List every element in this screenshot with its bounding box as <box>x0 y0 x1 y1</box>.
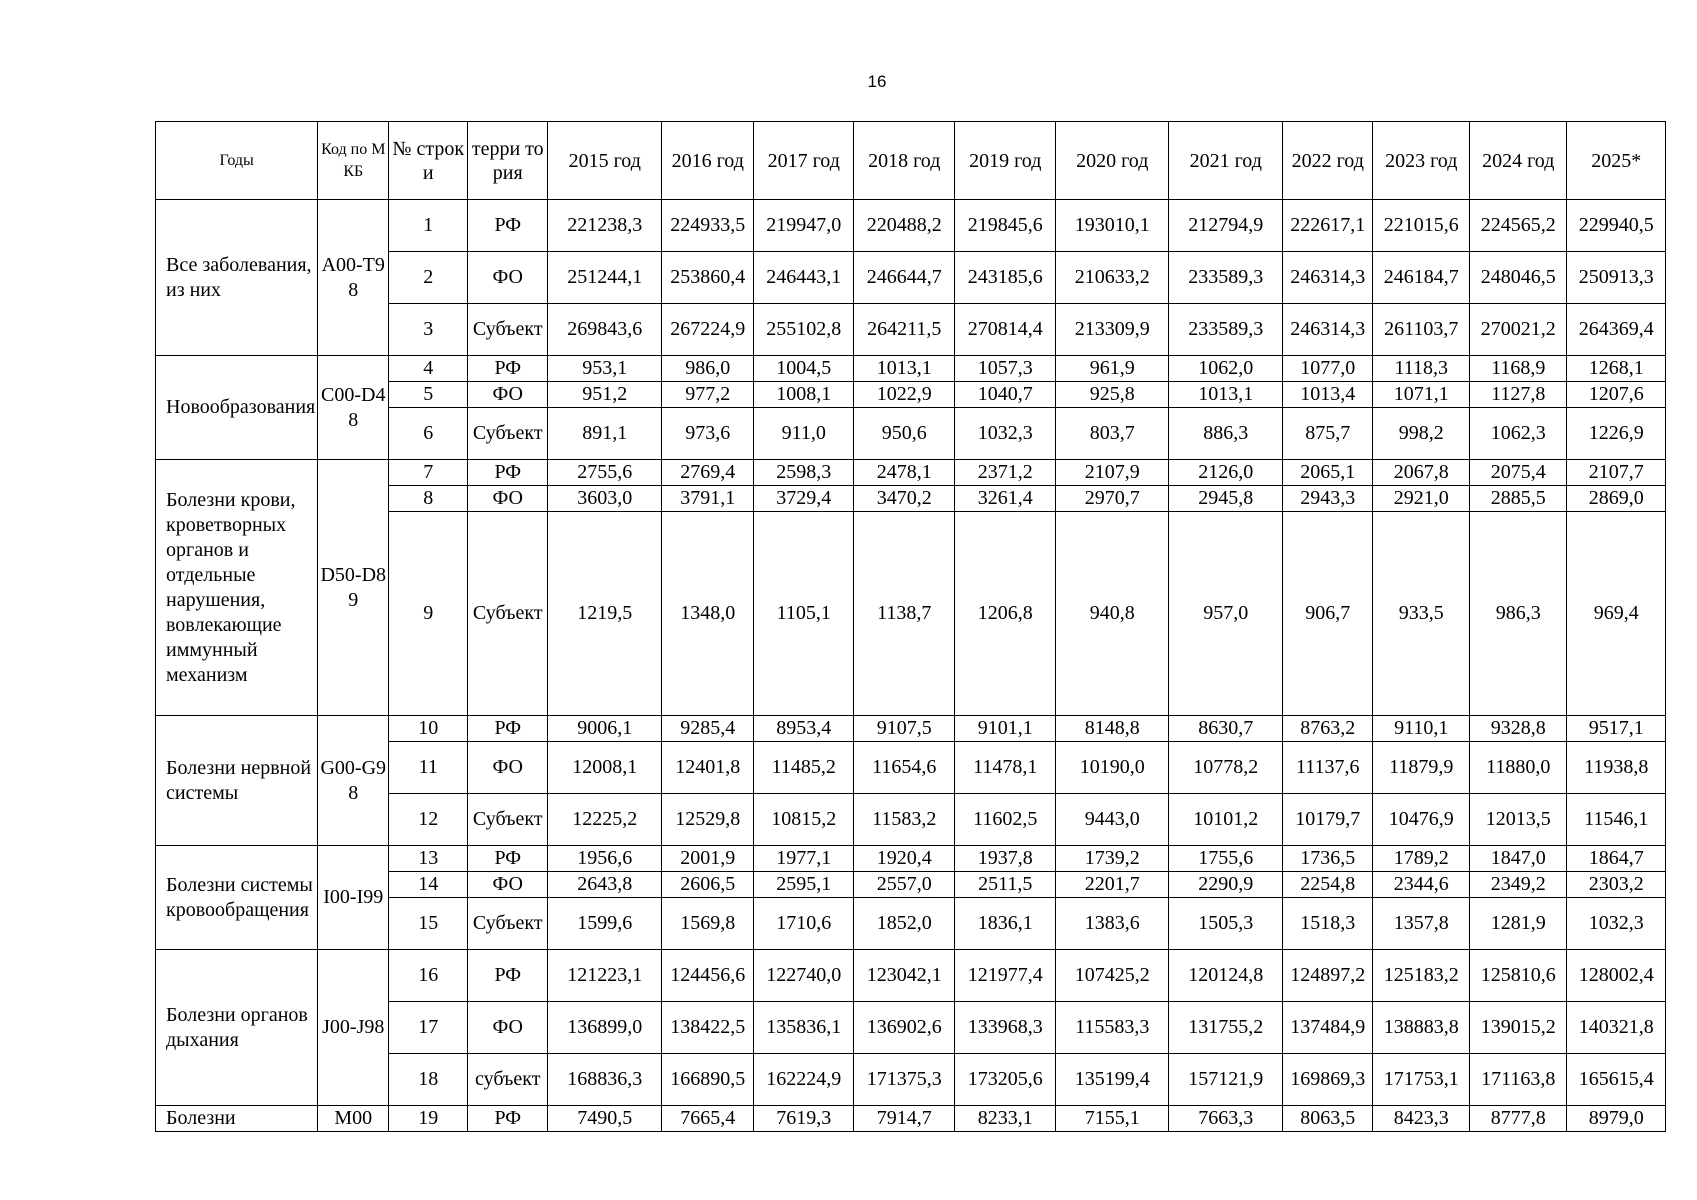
value-cell: 1852,0 <box>854 898 955 950</box>
icd-code: C00-D48 <box>318 356 389 460</box>
value-cell: 171753,1 <box>1373 1054 1470 1106</box>
value-cell: 7490,5 <box>548 1106 662 1132</box>
value-cell: 3729,4 <box>754 486 854 512</box>
value-cell: 115583,3 <box>1056 1002 1169 1054</box>
value-cell: 213309,9 <box>1056 304 1169 356</box>
value-cell: 891,1 <box>548 408 662 460</box>
territory-cell: ФО <box>468 1002 548 1054</box>
value-cell: 169869,3 <box>1283 1054 1373 1106</box>
value-cell: 2201,7 <box>1056 872 1169 898</box>
value-cell: 957,0 <box>1169 512 1283 716</box>
value-cell: 1206,8 <box>955 512 1056 716</box>
row-number: 2 <box>389 252 468 304</box>
value-cell: 2001,9 <box>662 846 754 872</box>
value-cell: 2371,2 <box>955 460 1056 486</box>
value-cell: 1383,6 <box>1056 898 1169 950</box>
territory-cell: РФ <box>468 1106 548 1132</box>
value-cell: 173205,6 <box>955 1054 1056 1106</box>
value-cell: 255102,8 <box>754 304 854 356</box>
value-cell: 911,0 <box>754 408 854 460</box>
header-col-2019: 2019 год <box>955 122 1056 200</box>
value-cell: 1710,6 <box>754 898 854 950</box>
table-row <box>156 356 1666 382</box>
value-cell: 9110,1 <box>1373 716 1470 742</box>
value-cell: 951,2 <box>548 382 662 408</box>
value-cell: 961,9 <box>1056 356 1169 382</box>
row-number: 12 <box>389 794 468 846</box>
disease-group-name: Болезни системы кровообращения <box>156 846 318 950</box>
value-cell: 1505,3 <box>1169 898 1283 950</box>
value-cell: 1864,7 <box>1567 846 1666 872</box>
value-cell: 2126,0 <box>1169 460 1283 486</box>
row-number: 6 <box>389 408 468 460</box>
header-col-2017: 2017 год <box>754 122 854 200</box>
row-number: 9 <box>389 512 468 716</box>
value-cell: 128002,4 <box>1567 950 1666 1002</box>
value-cell: 9443,0 <box>1056 794 1169 846</box>
value-cell: 12401,8 <box>662 742 754 794</box>
value-cell: 9006,1 <box>548 716 662 742</box>
value-cell: 7619,3 <box>754 1106 854 1132</box>
value-cell: 977,2 <box>662 382 754 408</box>
territory-cell: субъект <box>468 1054 548 1106</box>
value-cell: 246314,3 <box>1283 304 1373 356</box>
row-number: 15 <box>389 898 468 950</box>
value-cell: 264211,5 <box>854 304 955 356</box>
value-cell: 11478,1 <box>955 742 1056 794</box>
value-cell: 1077,0 <box>1283 356 1373 382</box>
value-cell: 2885,5 <box>1470 486 1567 512</box>
value-cell: 162224,9 <box>754 1054 854 1106</box>
territory-cell: ФО <box>468 742 548 794</box>
row-number: 10 <box>389 716 468 742</box>
value-cell: 138883,8 <box>1373 1002 1470 1054</box>
value-cell: 248046,5 <box>1470 252 1567 304</box>
value-cell: 253860,4 <box>662 252 754 304</box>
value-cell: 171163,8 <box>1470 1054 1567 1106</box>
value-cell: 120124,8 <box>1169 950 1283 1002</box>
value-cell: 2869,0 <box>1567 486 1666 512</box>
header-territory: терри тория <box>468 122 548 200</box>
value-cell: 243185,6 <box>955 252 1056 304</box>
value-cell: 1008,1 <box>754 382 854 408</box>
morbidity-table <box>155 121 1666 1132</box>
value-cell: 2769,4 <box>662 460 754 486</box>
value-cell: 933,5 <box>1373 512 1470 716</box>
value-cell: 1062,3 <box>1470 408 1567 460</box>
value-cell: 2107,9 <box>1056 460 1169 486</box>
value-cell: 8630,7 <box>1169 716 1283 742</box>
value-cell: 2598,3 <box>754 460 854 486</box>
territory-cell: Субъект <box>468 512 548 716</box>
icd-code: A00-T98 <box>318 200 389 356</box>
value-cell: 11879,9 <box>1373 742 1470 794</box>
icd-code: G00-G98 <box>318 716 389 846</box>
header-col-2024: 2024 год <box>1470 122 1567 200</box>
value-cell: 219947,0 <box>754 200 854 252</box>
territory-cell: РФ <box>468 846 548 872</box>
value-cell: 221015,6 <box>1373 200 1470 252</box>
value-cell: 3261,4 <box>955 486 1056 512</box>
value-cell: 1847,0 <box>1470 846 1567 872</box>
territory-cell: ФО <box>468 872 548 898</box>
value-cell: 1836,1 <box>955 898 1056 950</box>
value-cell: 219845,6 <box>955 200 1056 252</box>
value-cell: 8423,3 <box>1373 1106 1470 1132</box>
header-col-2023: 2023 год <box>1373 122 1470 200</box>
row-number: 17 <box>389 1002 468 1054</box>
value-cell: 9101,1 <box>955 716 1056 742</box>
value-cell: 8763,2 <box>1283 716 1373 742</box>
value-cell: 1032,3 <box>955 408 1056 460</box>
value-cell: 2970,7 <box>1056 486 1169 512</box>
value-cell: 2303,2 <box>1567 872 1666 898</box>
value-cell: 168836,3 <box>548 1054 662 1106</box>
value-cell: 940,8 <box>1056 512 1169 716</box>
value-cell: 1062,0 <box>1169 356 1283 382</box>
territory-cell: РФ <box>468 950 548 1002</box>
value-cell: 2511,5 <box>955 872 1056 898</box>
value-cell: 1755,6 <box>1169 846 1283 872</box>
value-cell: 1040,7 <box>955 382 1056 408</box>
value-cell: 1057,3 <box>955 356 1056 382</box>
value-cell: 125810,6 <box>1470 950 1567 1002</box>
value-cell: 1219,5 <box>548 512 662 716</box>
header-code: Код по МКБ <box>318 122 389 200</box>
value-cell: 125183,2 <box>1373 950 1470 1002</box>
value-cell: 1004,5 <box>754 356 854 382</box>
value-cell: 1357,8 <box>1373 898 1470 950</box>
disease-group-name: Все заболевания, из них <box>156 200 318 356</box>
value-cell: 1138,7 <box>854 512 955 716</box>
value-cell: 1168,9 <box>1470 356 1567 382</box>
value-cell: 1268,1 <box>1567 356 1666 382</box>
value-cell: 886,3 <box>1169 408 1283 460</box>
value-cell: 11602,5 <box>955 794 1056 846</box>
value-cell: 224933,5 <box>662 200 754 252</box>
value-cell: 3603,0 <box>548 486 662 512</box>
territory-cell: Субъект <box>468 304 548 356</box>
value-cell: 1518,3 <box>1283 898 1373 950</box>
value-cell: 261103,7 <box>1373 304 1470 356</box>
table-row <box>156 950 1666 1002</box>
territory-cell: ФО <box>468 382 548 408</box>
value-cell: 8777,8 <box>1470 1106 1567 1132</box>
territory-cell: Субъект <box>468 898 548 950</box>
header-col-2022: 2022 год <box>1283 122 1373 200</box>
table-row <box>156 716 1666 742</box>
value-cell: 2945,8 <box>1169 486 1283 512</box>
value-cell: 210633,2 <box>1056 252 1169 304</box>
value-cell: 250913,3 <box>1567 252 1666 304</box>
value-cell: 107425,2 <box>1056 950 1169 1002</box>
value-cell: 1736,5 <box>1283 846 1373 872</box>
value-cell: 2067,8 <box>1373 460 1470 486</box>
value-cell: 270021,2 <box>1470 304 1567 356</box>
value-cell: 2344,6 <box>1373 872 1470 898</box>
value-cell: 950,6 <box>854 408 955 460</box>
value-cell: 8233,1 <box>955 1106 1056 1132</box>
row-number: 4 <box>389 356 468 382</box>
value-cell: 1789,2 <box>1373 846 1470 872</box>
territory-cell: ФО <box>468 486 548 512</box>
value-cell: 10778,2 <box>1169 742 1283 794</box>
icd-code: D50-D89 <box>318 460 389 716</box>
header-years: Годы <box>156 122 318 200</box>
header-row <box>156 122 1666 200</box>
value-cell: 10815,2 <box>754 794 854 846</box>
value-cell: 1127,8 <box>1470 382 1567 408</box>
value-cell: 140321,8 <box>1567 1002 1666 1054</box>
row-number: 5 <box>389 382 468 408</box>
value-cell: 1105,1 <box>754 512 854 716</box>
value-cell: 131755,2 <box>1169 1002 1283 1054</box>
value-cell: 2755,6 <box>548 460 662 486</box>
value-cell: 8953,4 <box>754 716 854 742</box>
value-cell: 803,7 <box>1056 408 1169 460</box>
value-cell: 2557,0 <box>854 872 955 898</box>
header-col-2015: 2015 год <box>548 122 662 200</box>
value-cell: 246443,1 <box>754 252 854 304</box>
value-cell: 157121,9 <box>1169 1054 1283 1106</box>
value-cell: 220488,2 <box>854 200 955 252</box>
value-cell: 1977,1 <box>754 846 854 872</box>
value-cell: 7665,4 <box>662 1106 754 1132</box>
value-cell: 7663,3 <box>1169 1106 1283 1132</box>
value-cell: 986,0 <box>662 356 754 382</box>
value-cell: 2065,1 <box>1283 460 1373 486</box>
value-cell: 906,7 <box>1283 512 1373 716</box>
value-cell: 10179,7 <box>1283 794 1373 846</box>
value-cell: 193010,1 <box>1056 200 1169 252</box>
value-cell: 1207,6 <box>1567 382 1666 408</box>
value-cell: 246644,7 <box>854 252 955 304</box>
value-cell: 1226,9 <box>1567 408 1666 460</box>
territory-cell: РФ <box>468 200 548 252</box>
row-number: 3 <box>389 304 468 356</box>
header-col-2018: 2018 год <box>854 122 955 200</box>
value-cell: 7914,7 <box>854 1106 955 1132</box>
row-number: 19 <box>389 1106 468 1132</box>
disease-group-name: Болезни <box>156 1106 318 1132</box>
value-cell: 998,2 <box>1373 408 1470 460</box>
value-cell: 137484,9 <box>1283 1002 1373 1054</box>
value-cell: 2921,0 <box>1373 486 1470 512</box>
value-cell: 8148,8 <box>1056 716 1169 742</box>
value-cell: 1920,4 <box>854 846 955 872</box>
value-cell: 9517,1 <box>1567 716 1666 742</box>
value-cell: 1071,1 <box>1373 382 1470 408</box>
header-col-2020: 2020 год <box>1056 122 1169 200</box>
value-cell: 124456,6 <box>662 950 754 1002</box>
value-cell: 11880,0 <box>1470 742 1567 794</box>
value-cell: 122740,0 <box>754 950 854 1002</box>
value-cell: 229940,5 <box>1567 200 1666 252</box>
value-cell: 10190,0 <box>1056 742 1169 794</box>
value-cell: 9107,5 <box>854 716 955 742</box>
row-number: 11 <box>389 742 468 794</box>
value-cell: 222617,1 <box>1283 200 1373 252</box>
territory-cell: ФО <box>468 252 548 304</box>
value-cell: 212794,9 <box>1169 200 1283 252</box>
row-number: 13 <box>389 846 468 872</box>
value-cell: 11938,8 <box>1567 742 1666 794</box>
value-cell: 133968,3 <box>955 1002 1056 1054</box>
value-cell: 1956,6 <box>548 846 662 872</box>
value-cell: 11485,2 <box>754 742 854 794</box>
table-row <box>156 1106 1666 1132</box>
value-cell: 269843,6 <box>548 304 662 356</box>
row-number: 7 <box>389 460 468 486</box>
disease-group-name: Болезни нервной системы <box>156 716 318 846</box>
value-cell: 136902,6 <box>854 1002 955 1054</box>
value-cell: 1013,4 <box>1283 382 1373 408</box>
value-cell: 3470,2 <box>854 486 955 512</box>
value-cell: 233589,3 <box>1169 304 1283 356</box>
value-cell: 267224,9 <box>662 304 754 356</box>
table-row <box>156 460 1666 486</box>
value-cell: 11137,6 <box>1283 742 1373 794</box>
value-cell: 270814,4 <box>955 304 1056 356</box>
value-cell: 11654,6 <box>854 742 955 794</box>
value-cell: 9328,8 <box>1470 716 1567 742</box>
territory-cell: РФ <box>468 716 548 742</box>
value-cell: 2254,8 <box>1283 872 1373 898</box>
value-cell: 2606,5 <box>662 872 754 898</box>
value-cell: 2478,1 <box>854 460 955 486</box>
icd-code: M00 <box>318 1106 389 1132</box>
value-cell: 166890,5 <box>662 1054 754 1106</box>
value-cell: 121977,4 <box>955 950 1056 1002</box>
disease-group-name: Болезни крови, кроветворных органов и отдельные нарушения, вовлекающие иммунный механизм <box>156 460 318 716</box>
value-cell: 1739,2 <box>1056 846 1169 872</box>
value-cell: 1118,3 <box>1373 356 1470 382</box>
value-cell: 124897,2 <box>1283 950 1373 1002</box>
header-col-2025: 2025* <box>1567 122 1666 200</box>
value-cell: 12013,5 <box>1470 794 1567 846</box>
value-cell: 121223,1 <box>548 950 662 1002</box>
value-cell: 1348,0 <box>662 512 754 716</box>
value-cell: 11583,2 <box>854 794 955 846</box>
value-cell: 925,8 <box>1056 382 1169 408</box>
value-cell: 1937,8 <box>955 846 1056 872</box>
value-cell: 969,4 <box>1567 512 1666 716</box>
value-cell: 11546,1 <box>1567 794 1666 846</box>
value-cell: 165615,4 <box>1567 1054 1666 1106</box>
value-cell: 139015,2 <box>1470 1002 1567 1054</box>
value-cell: 224565,2 <box>1470 200 1567 252</box>
table-row <box>156 200 1666 252</box>
row-number: 14 <box>389 872 468 898</box>
value-cell: 875,7 <box>1283 408 1373 460</box>
value-cell: 12529,8 <box>662 794 754 846</box>
value-cell: 2349,2 <box>1470 872 1567 898</box>
value-cell: 2075,4 <box>1470 460 1567 486</box>
value-cell: 10101,2 <box>1169 794 1283 846</box>
value-cell: 12225,2 <box>548 794 662 846</box>
territory-cell: Субъект <box>468 408 548 460</box>
row-number: 16 <box>389 950 468 1002</box>
territory-cell: РФ <box>468 460 548 486</box>
value-cell: 8979,0 <box>1567 1106 1666 1132</box>
value-cell: 138422,5 <box>662 1002 754 1054</box>
page-number: 16 <box>867 72 887 91</box>
value-cell: 986,3 <box>1470 512 1567 716</box>
value-cell: 135199,4 <box>1056 1054 1169 1106</box>
row-number: 8 <box>389 486 468 512</box>
icd-code: I00-I99 <box>318 846 389 950</box>
value-cell: 1022,9 <box>854 382 955 408</box>
value-cell: 973,6 <box>662 408 754 460</box>
value-cell: 2943,3 <box>1283 486 1373 512</box>
icd-code: J00-J98 <box>318 950 389 1106</box>
value-cell: 2643,8 <box>548 872 662 898</box>
table-row <box>156 846 1666 872</box>
header-row-number: № строк и <box>389 122 468 200</box>
disease-group-name: Новообразования <box>156 356 318 460</box>
value-cell: 123042,1 <box>854 950 955 1002</box>
value-cell: 1013,1 <box>854 356 955 382</box>
value-cell: 221238,3 <box>548 200 662 252</box>
table-body <box>156 200 1666 1132</box>
territory-cell: РФ <box>468 356 548 382</box>
header-col-2021: 2021 год <box>1169 122 1283 200</box>
value-cell: 8063,5 <box>1283 1106 1373 1132</box>
row-number: 18 <box>389 1054 468 1106</box>
value-cell: 246184,7 <box>1373 252 1470 304</box>
value-cell: 251244,1 <box>548 252 662 304</box>
value-cell: 233589,3 <box>1169 252 1283 304</box>
territory-cell: Субъект <box>468 794 548 846</box>
value-cell: 135836,1 <box>754 1002 854 1054</box>
value-cell: 171375,3 <box>854 1054 955 1106</box>
disease-group-name: Болезни органов дыхания <box>156 950 318 1106</box>
value-cell: 1281,9 <box>1470 898 1567 950</box>
header-col-2016: 2016 год <box>662 122 754 200</box>
value-cell: 1569,8 <box>662 898 754 950</box>
value-cell: 246314,3 <box>1283 252 1373 304</box>
value-cell: 9285,4 <box>662 716 754 742</box>
value-cell: 264369,4 <box>1567 304 1666 356</box>
value-cell: 12008,1 <box>548 742 662 794</box>
row-number: 1 <box>389 200 468 252</box>
value-cell: 1013,1 <box>1169 382 1283 408</box>
value-cell: 136899,0 <box>548 1002 662 1054</box>
value-cell: 2595,1 <box>754 872 854 898</box>
value-cell: 3791,1 <box>662 486 754 512</box>
value-cell: 1032,3 <box>1567 898 1666 950</box>
value-cell: 10476,9 <box>1373 794 1470 846</box>
value-cell: 2290,9 <box>1169 872 1283 898</box>
value-cell: 953,1 <box>548 356 662 382</box>
value-cell: 1599,6 <box>548 898 662 950</box>
value-cell: 7155,1 <box>1056 1106 1169 1132</box>
value-cell: 2107,7 <box>1567 460 1666 486</box>
